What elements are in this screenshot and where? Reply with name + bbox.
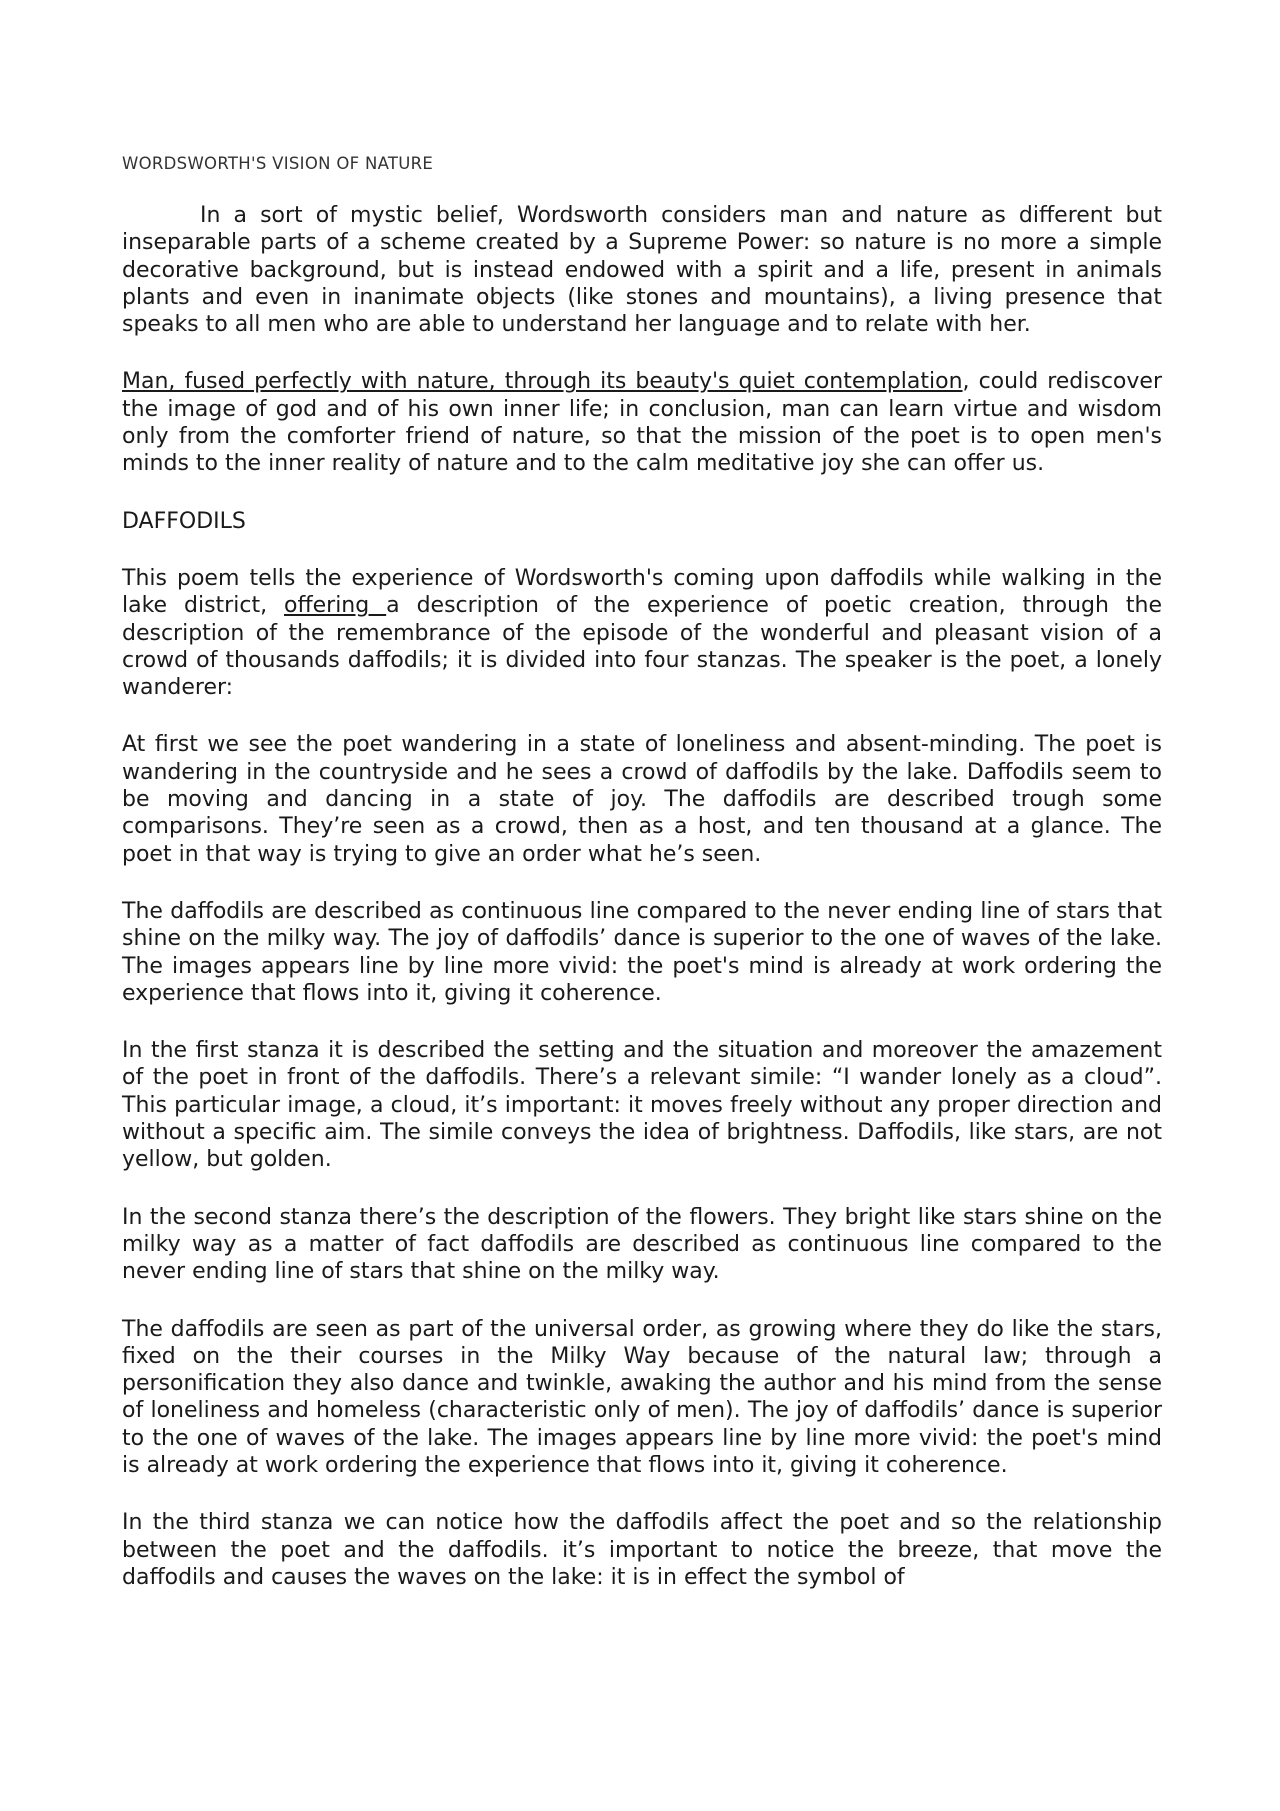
paragraph-text: This poem tells the experience of Wordsworth's coming upon daffodils while walking in the lake district,	[122, 565, 1162, 619]
paragraph-poet-wandering: At first we see the poet wandering in a state of loneliness and absent-minding. The poet is wandering in the countryside and he sees a crowd of daffodils by the lake. Daffodils seem to be moving and dancing in a state of joy. The daffodils are described trough some comparisons. They’re seen as a crowd, then as a host, and ten thousand at a glance. The poet in that way is trying to give an order what he’s seen.	[122, 732, 1162, 867]
document-title: WORDSWORTH'S VISION OF NATURE	[122, 154, 434, 173]
paragraph-continuous-line: The daffodils are described as continuous line compared to the never ending line of stars that shine on the milky way. The joy of daffodils’ dance is superior to the one of waves of the lake. The images appears line by line more vivid: the poet's mind is already at work ordering the experience that flows into it, giving it coherence.	[122, 898, 1162, 1006]
paragraph-text: a description of the experience of poetic creation, through the description of the remembrance of the episode of the wonderful and pleasant vision of a crowd of thousands daffodils; it is divided into four stanzas. The speaker is the poet, a lonely wanderer:	[122, 593, 1162, 701]
section-heading-daffodils: DAFFODILS	[122, 508, 246, 534]
document-page	[122, 150, 1162, 1621]
paragraph-poem-overview	[122, 565, 1162, 701]
paragraph-first-stanza: In the first stanza it is described the setting and the situation and moreover the amazement of the poet in front of the daffodils. There’s a relevant simile: “I wander lonely as a cloud”. This particular image, a cloud, it’s important: it moves freely without any proper direction and without a specific aim. The simile conveys the idea of brightness. Daffodils, like stars, are not yellow, but golden.	[122, 1038, 1162, 1173]
paragraph-man-fused-with-nature	[122, 368, 1162, 477]
underlined-phrase: Man, fused perfectly with nature, through its beauty's quiet contemplation	[122, 369, 963, 395]
paragraph-third-stanza: In the third stanza we can notice how the daffodils affect the poet and so the relationship between the poet and the daffodils. it’s important to notice the breeze, that move the daffodils and causes the waves on the lake: it is in effect the symbol of	[122, 1510, 1162, 1590]
paragraph-second-stanza: In the second stanza there’s the description of the flowers. They bright like stars shine on the milky way as a matter of fact daffodils are described as continuous line compared to the never ending line of stars that shine on the milky way.	[122, 1204, 1162, 1285]
paragraph-universal-order: The daffodils are seen as part of the universal order, as growing where they do like the stars, fixed on the their courses in the Milky Way because of the natural law; through a personification they also dance and twinkle, awaking the author and his mind from the sense of loneliness and homeless (characteristic only of men). The joy of daffodils’ dance is superior to the one of waves of the lake. The images appears line by line more vivid: the poet's mind is already at work ordering the experience that flows into it, giving it coherence.	[122, 1316, 1162, 1478]
paragraph-text: , could rediscover the image of god and of his own inner life; in conclusion, man can learn virtue and wisdom only from the comforter friend of nature, so that the mission of the poet is to open men's minds to the inner reality of nature and to the calm meditative joy she can offer us.	[122, 369, 1162, 477]
underlined-word: offering	[284, 593, 387, 619]
paragraph-mystic-belief: In a sort of mystic belief, Wordsworth considers man and nature as different but inseparable parts of a scheme created by a Supreme Power: so nature is no more a simple decorative background, but is instead endowed with a spirit and a life, present in animals plants and even in inanimate objects (like stones and mountains), a living presence that speaks to all men who are able to understand her language and to relate with her.	[122, 203, 1162, 338]
